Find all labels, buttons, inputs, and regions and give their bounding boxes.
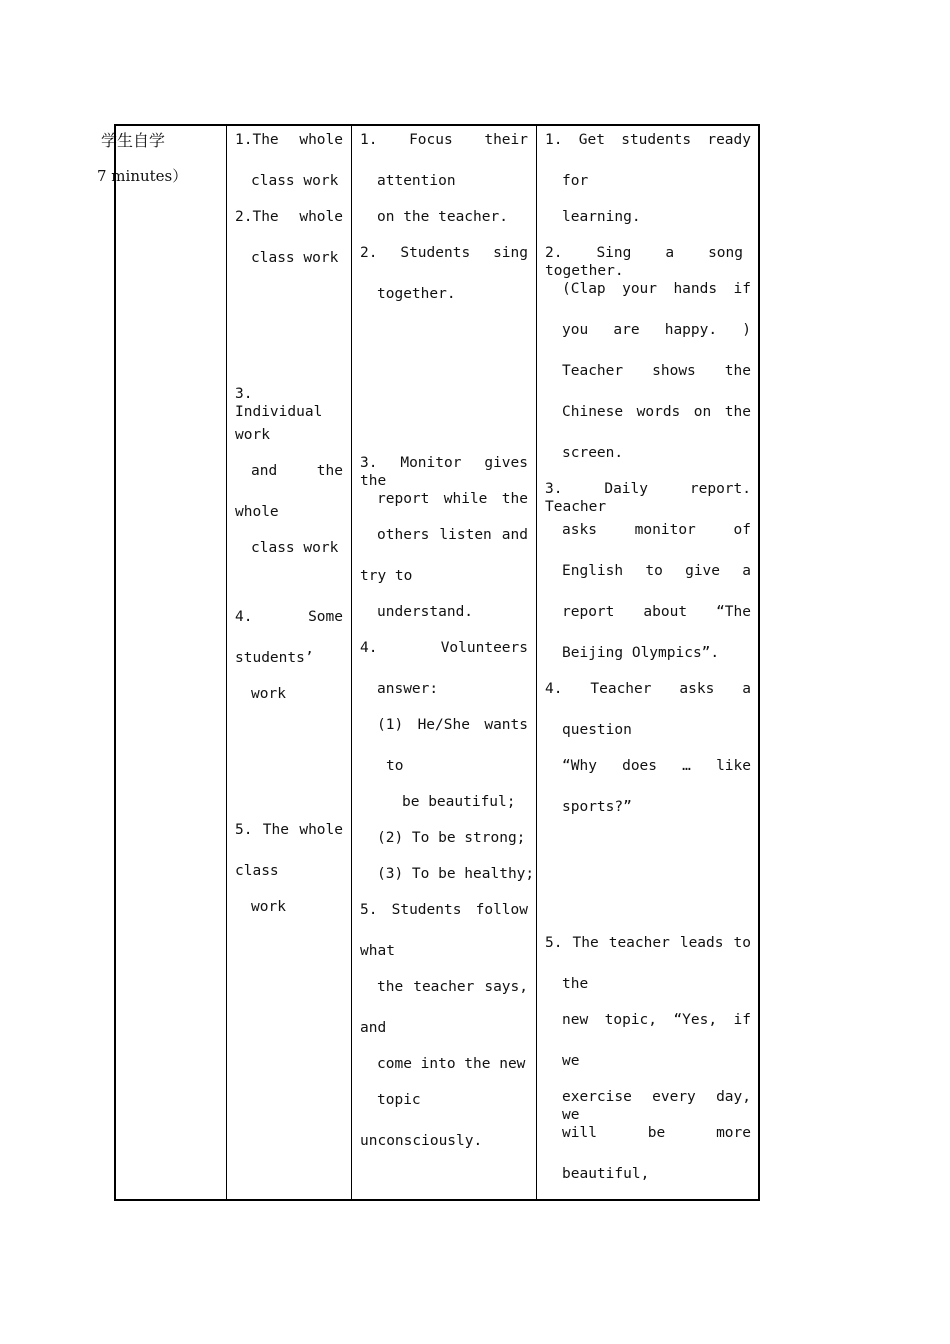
teacher-column [537,126,758,1199]
students-line: 1. Focus their [360,132,528,148]
interaction-line: 4. Some [235,609,343,625]
students-line: try to [360,568,413,584]
teacher-line: 1. Get students ready [545,132,751,148]
teacher-line: 4. Teacher asks a [545,681,751,697]
students-line: 4. Volunteers [360,640,528,656]
students-line: to [386,758,404,774]
students-column [352,126,536,1199]
interaction-line: work [235,427,270,443]
stage-title: 学生自学 [101,131,166,150]
students-line: 3. Monitor gives the [360,455,528,489]
interaction-line: and the [251,463,343,479]
teacher-line: beautiful, [562,1166,650,1182]
students-line: (3) To be healthy; [377,866,535,882]
interaction-line: 5. The whole [235,822,343,838]
students-line: the teacher says, [377,979,528,995]
teacher-line: you are happy. ) [562,322,751,338]
teacher-line: 3. Daily report. Teacher [545,481,751,515]
students-line: attention [377,173,456,189]
teacher-line: asks monitor of [562,522,751,538]
students-line: unconsciously. [360,1133,483,1149]
teacher-line: new topic, “Yes, if [562,1012,751,1028]
interaction-line: work [251,686,286,702]
students-line: come into the new [377,1056,526,1072]
interaction-line: work [251,899,286,915]
lesson-plan-table [114,124,760,1201]
interaction-line: 2.The whole [235,209,343,225]
interaction-line: class work [251,173,339,189]
teacher-line: learning. [562,209,641,225]
students-line: others listen and [377,527,528,543]
teacher-line: Beijing Olympics”. [562,645,720,661]
teacher-line: for [562,173,589,189]
teacher-line: screen. [562,445,624,461]
teacher-line: question [562,722,632,738]
teacher-line: 2. Sing a song together. [545,245,743,279]
teacher-line: Teacher shows the [562,363,751,379]
stage-time: 7 minutes） [97,167,188,185]
students-line: be beautiful; [402,794,516,810]
students-line: (2) To be strong; [377,830,526,846]
teacher-line: the [562,976,589,992]
teacher-line: we [562,1053,580,1069]
teacher-line: (Clap your hands if [562,281,751,297]
interaction-line: 1.The whole [235,132,343,148]
interaction-column [227,126,351,1199]
students-line: 5. Students follow [360,902,528,918]
students-line: together. [377,286,456,302]
students-line: (1) He/She wants [377,717,528,733]
teacher-line: 5. The teacher leads to [545,935,751,951]
students-line: understand. [377,604,474,620]
teacher-line: sports?” [562,799,632,815]
interaction-line: whole [235,504,279,520]
students-line: 2. Students sing [360,245,528,261]
students-line: and [360,1020,387,1036]
interaction-line: students’ [235,650,314,666]
teacher-line: Chinese words on the [562,404,751,420]
teacher-line: English to give a [562,563,751,579]
students-line: what [360,943,395,959]
teacher-line: will be more [562,1125,751,1141]
interaction-line: class [235,863,279,879]
students-line: answer: [377,681,439,697]
interaction-line: 3. Individual [235,386,323,420]
students-line: on the teacher. [377,209,508,225]
students-line: topic [377,1092,421,1108]
teacher-line: report about “The [562,604,751,620]
students-line: report while the [377,491,528,507]
interaction-line: class work [251,250,339,266]
teacher-line: “Why does … like [562,758,751,774]
teacher-line: exercise every day, we [562,1089,751,1123]
interaction-line: class work [251,540,339,556]
